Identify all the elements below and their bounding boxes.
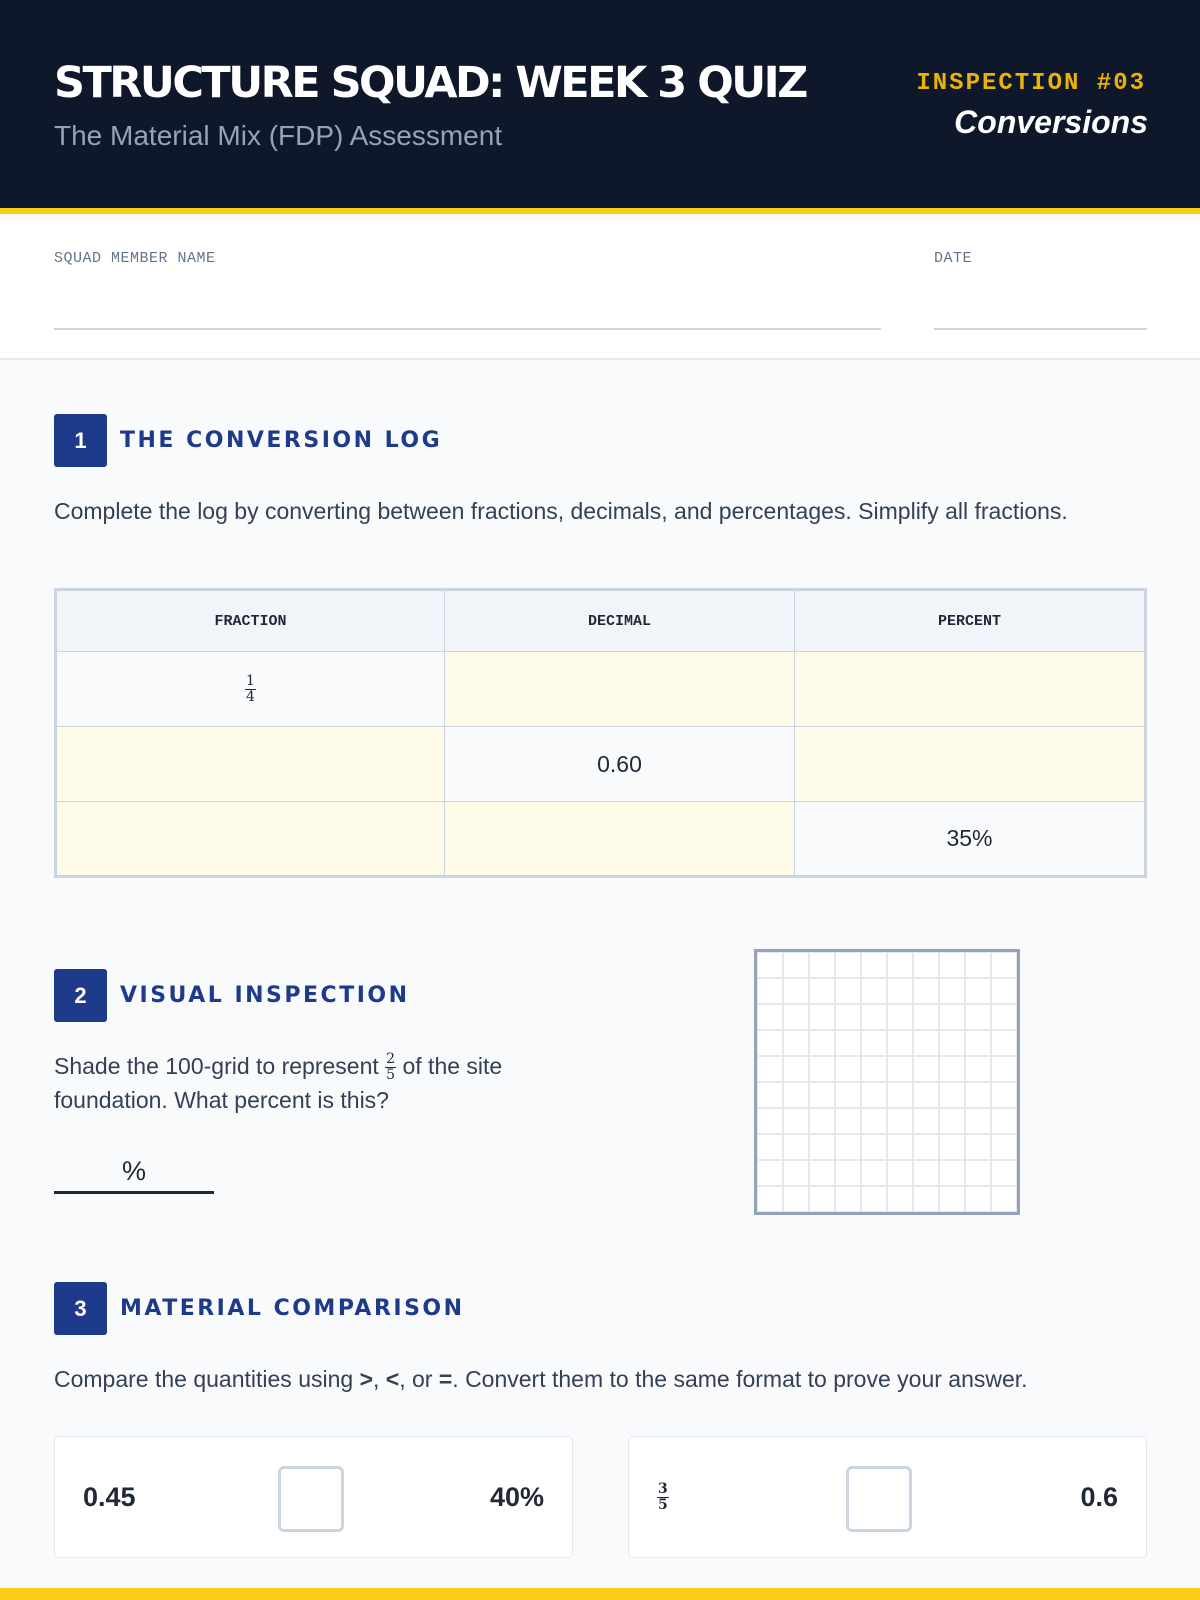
grid-cell[interactable] (913, 978, 939, 1004)
section-3-instruction: Compare the quantities using >, <, or =. Convert them to the same format to prove your answer. (54, 1366, 1028, 1392)
instruction-text: of the site foundation. What percent is this? (54, 1053, 503, 1114)
quiz-title: STRUCTURE SQUAD: WEEK 3 QUIZ (54, 58, 806, 108)
percent-answer-cell[interactable] (795, 727, 1146, 802)
grid-cell[interactable] (939, 1030, 965, 1056)
grid-cell[interactable] (939, 1056, 965, 1082)
grid-cell[interactable] (757, 1004, 783, 1030)
grid-cell[interactable] (861, 952, 887, 978)
decimal-answer-cell[interactable] (445, 652, 795, 727)
section-1-title: THE CONVERSION LOG (120, 428, 443, 453)
date-field[interactable] (934, 328, 1147, 330)
instruction-text: . Convert them to the same format to prove your answer. (452, 1366, 1028, 1392)
grid-cell[interactable] (965, 1160, 991, 1186)
grid-cell[interactable] (965, 952, 991, 978)
grid-cell[interactable] (783, 1134, 809, 1160)
grid-cell[interactable] (861, 1030, 887, 1056)
fraction-three-fifths (657, 1482, 669, 1513)
grid-cell[interactable] (887, 1056, 913, 1082)
grid-cell[interactable] (783, 1186, 809, 1212)
fraction-denominator: 5 (386, 1067, 396, 1084)
grid-cell[interactable] (783, 1030, 809, 1056)
grid-cell[interactable] (887, 1004, 913, 1030)
grid-cell[interactable] (991, 1082, 1017, 1108)
fraction-denominator: 5 (658, 1496, 668, 1513)
column-header-percent: PERCENT (795, 590, 1146, 652)
grid-cell[interactable] (887, 1186, 913, 1212)
fraction-two-fifths (385, 1052, 396, 1083)
grid-cell[interactable] (913, 1030, 939, 1056)
grid-cell[interactable] (835, 1186, 861, 1212)
fraction-numerator: 2 (386, 1051, 396, 1068)
grid-cell[interactable] (757, 1134, 783, 1160)
grid-cell[interactable] (861, 1082, 887, 1108)
grid-cell[interactable] (809, 952, 835, 978)
fraction-denominator: 4 (246, 688, 255, 705)
grid-cell[interactable] (939, 1186, 965, 1212)
section-3-title: MATERIAL COMPARISON (120, 1296, 465, 1321)
comparison-right-value: 0.6 (1080, 1481, 1118, 1512)
decimal-answer-cell[interactable] (445, 802, 795, 877)
grid-cell[interactable] (783, 952, 809, 978)
table-row (56, 802, 1146, 877)
grid-cell[interactable] (861, 1004, 887, 1030)
fraction-answer-cell[interactable] (56, 802, 445, 877)
grid-cell[interactable] (783, 1004, 809, 1030)
grid-cell[interactable] (783, 1108, 809, 1134)
comparison-left-value: 0.45 (83, 1481, 136, 1512)
grid-cell[interactable] (913, 1108, 939, 1134)
grid-cell[interactable] (809, 1056, 835, 1082)
comparison-answer-box[interactable] (846, 1466, 912, 1532)
percent-cell-given: 35% (795, 802, 1146, 877)
student-info (0, 220, 1200, 360)
grid-cell[interactable] (913, 1186, 939, 1212)
grid-cell[interactable] (835, 952, 861, 978)
grid-cell[interactable] (939, 1004, 965, 1030)
fraction-numerator: 3 (658, 1480, 668, 1497)
hundred-grid[interactable] (754, 949, 1020, 1215)
footer-accent-bar (0, 1588, 1200, 1600)
section-2-number: 2 (54, 969, 107, 1022)
grid-cell[interactable] (861, 1160, 887, 1186)
grid-cell[interactable] (861, 1186, 887, 1212)
date-label: DATE (934, 250, 973, 267)
grid-cell[interactable] (861, 1108, 887, 1134)
grid-cell[interactable] (887, 1160, 913, 1186)
fraction-cell-given (56, 652, 445, 727)
grid-cell[interactable] (991, 1056, 1017, 1082)
grid-cell[interactable] (965, 978, 991, 1004)
percent-answer-cell[interactable] (795, 652, 1146, 727)
instruction-text: Compare the quantities using (54, 1366, 360, 1392)
inspection-topic: Conversions (954, 104, 1148, 140)
table-row (56, 727, 1146, 802)
grid-cell[interactable] (835, 1004, 861, 1030)
grid-cell[interactable] (887, 1134, 913, 1160)
grid-cell[interactable] (965, 1004, 991, 1030)
grid-cell[interactable] (887, 1082, 913, 1108)
section-2-instruction (54, 1049, 574, 1117)
inspection-code: INSPECTION #03 (916, 70, 1146, 97)
grid-cell[interactable] (965, 1186, 991, 1212)
grid-cell[interactable] (991, 1004, 1017, 1030)
fraction-answer-cell[interactable] (56, 727, 445, 802)
percent-answer-field[interactable] (54, 1150, 214, 1194)
grid-cell[interactable] (965, 1134, 991, 1160)
grid-cell[interactable] (939, 1082, 965, 1108)
grid-cell[interactable] (991, 1030, 1017, 1056)
grid-cell[interactable] (991, 1186, 1017, 1212)
grid-cell[interactable] (887, 1030, 913, 1056)
grid-cell[interactable] (887, 952, 913, 978)
operator-less: < (385, 1366, 400, 1392)
name-label: SQUAD MEMBER NAME (54, 250, 216, 267)
grid-cell[interactable] (991, 1108, 1017, 1134)
grid-cell[interactable] (913, 1082, 939, 1108)
grid-cell[interactable] (835, 1030, 861, 1056)
quiz-header (0, 0, 1200, 214)
comparison-left-fraction (657, 1437, 669, 1557)
grid-cell[interactable] (887, 978, 913, 1004)
section-2-title: VISUAL INSPECTION (120, 983, 410, 1008)
grid-cell[interactable] (939, 1108, 965, 1134)
grid-cell[interactable] (991, 952, 1017, 978)
grid-cell[interactable] (965, 1030, 991, 1056)
grid-cell[interactable] (809, 1134, 835, 1160)
grid-cell[interactable] (757, 1108, 783, 1134)
grid-cell[interactable] (783, 1160, 809, 1186)
grid-cell[interactable] (965, 1108, 991, 1134)
grid-cell[interactable] (861, 978, 887, 1004)
grid-cell[interactable] (835, 978, 861, 1004)
grid-cell[interactable] (939, 978, 965, 1004)
grid-cell[interactable] (809, 1160, 835, 1186)
grid-cell[interactable] (757, 978, 783, 1004)
percent-sign: % (121, 1156, 146, 1186)
grid-cell[interactable] (809, 1082, 835, 1108)
decimal-cell-given: 0.60 (445, 727, 795, 802)
operator-equal: = (438, 1366, 453, 1392)
grid-cell[interactable] (991, 1160, 1017, 1186)
grid-cell[interactable] (861, 1134, 887, 1160)
grid-cell[interactable] (887, 1108, 913, 1134)
comparison-right-value: 40% (489, 1481, 544, 1512)
grid-cell[interactable] (939, 1134, 965, 1160)
grid-cell[interactable] (835, 1108, 861, 1134)
comparison-answer-box[interactable] (278, 1466, 344, 1532)
section-3-number: 3 (54, 1282, 107, 1335)
column-header-fraction: FRACTION (56, 590, 445, 652)
grid-cell[interactable] (809, 978, 835, 1004)
grid-cell[interactable] (835, 1134, 861, 1160)
grid-cell[interactable] (913, 1160, 939, 1186)
fraction-one-quarter (245, 674, 256, 705)
grid-cell[interactable] (861, 1056, 887, 1082)
grid-cell[interactable] (913, 1134, 939, 1160)
grid-cell[interactable] (809, 1030, 835, 1056)
comparison-card (54, 1436, 573, 1558)
grid-cell[interactable] (809, 1108, 835, 1134)
grid-cell[interactable] (913, 952, 939, 978)
grid-cell[interactable] (809, 1004, 835, 1030)
grid-cell[interactable] (965, 1056, 991, 1082)
grid-cell[interactable] (835, 1082, 861, 1108)
grid-cell[interactable] (991, 1134, 1017, 1160)
quiz-subtitle: The Material Mix (FDP) Assessment (54, 120, 503, 151)
table-row (56, 652, 1146, 727)
grid-cell[interactable] (835, 1056, 861, 1082)
grid-cell[interactable] (757, 1082, 783, 1108)
grid-cell[interactable] (757, 1160, 783, 1186)
grid-cell[interactable] (757, 952, 783, 978)
instruction-text: Shade the 100-grid to represent (54, 1053, 379, 1079)
grid-cell[interactable] (965, 1082, 991, 1108)
comparison-card (628, 1436, 1147, 1558)
grid-cell[interactable] (757, 1186, 783, 1212)
conversion-log-table (54, 588, 1147, 878)
grid-cell[interactable] (913, 1004, 939, 1030)
grid-cell[interactable] (913, 1056, 939, 1082)
section-1-number: 1 (54, 414, 107, 467)
grid-cell[interactable] (835, 1160, 861, 1186)
grid-cell[interactable] (809, 1186, 835, 1212)
grid-cell[interactable] (783, 978, 809, 1004)
fraction-numerator: 1 (246, 672, 255, 689)
name-field[interactable] (54, 328, 881, 330)
grid-cell[interactable] (783, 1082, 809, 1108)
grid-cell[interactable] (939, 952, 965, 978)
operator-greater: > (359, 1366, 374, 1392)
grid-cell[interactable] (757, 1056, 783, 1082)
section-1-instruction: Complete the log by converting between fractions, decimals, and percentages. Simplify all fractions. (54, 498, 1068, 524)
grid-cell[interactable] (991, 978, 1017, 1004)
grid-cell[interactable] (939, 1160, 965, 1186)
grid-cell[interactable] (783, 1056, 809, 1082)
grid-cell[interactable] (757, 1030, 783, 1056)
column-header-decimal: DECIMAL (445, 590, 795, 652)
